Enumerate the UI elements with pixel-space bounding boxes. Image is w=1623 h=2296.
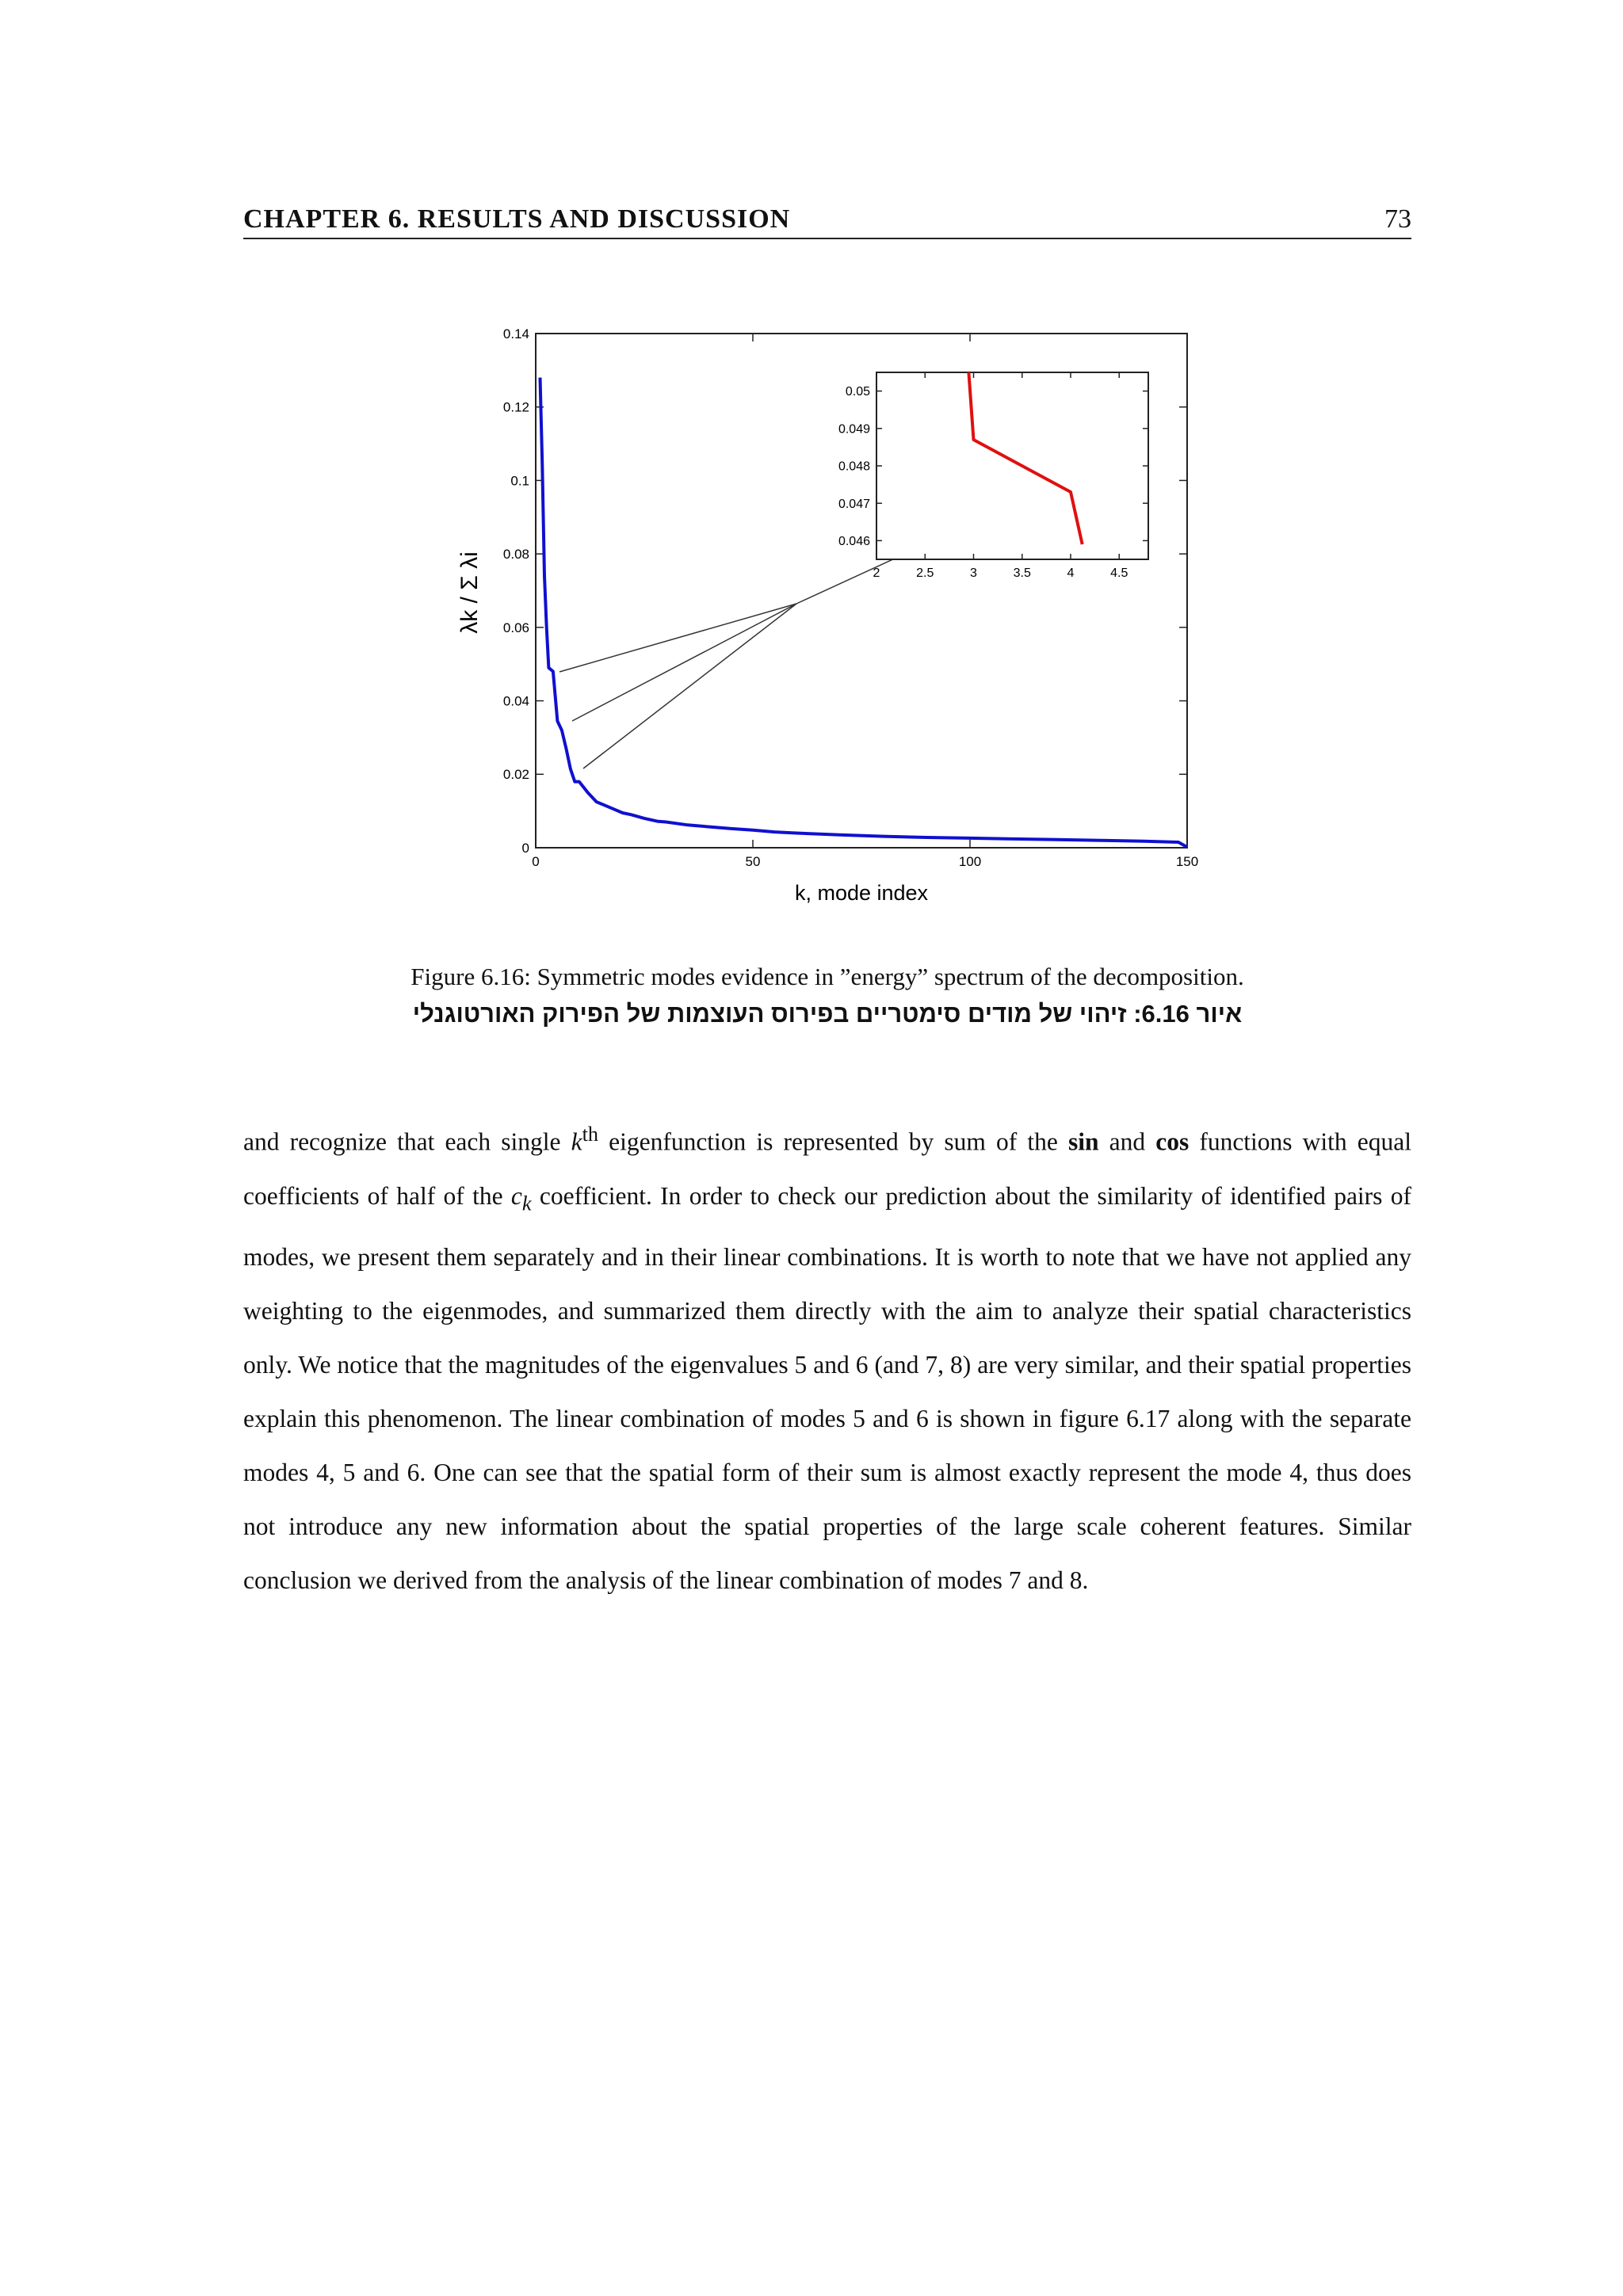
x-tick-label: 4.5	[1110, 566, 1128, 580]
page-number: 73	[1384, 204, 1411, 234]
pointer-line-1	[559, 604, 796, 672]
y-tick-label: 0.046	[838, 535, 870, 548]
bold-sin: sin	[1067, 1127, 1099, 1156]
pointer-line-3	[583, 604, 796, 769]
x-tick-label: 4	[1067, 566, 1075, 580]
y-tick-label: 0.08	[502, 547, 529, 563]
x-tick-label: 100	[958, 854, 982, 869]
figure-eigenvalue-spectrum	[0, 0, 1623, 951]
math-k: k	[571, 1127, 582, 1156]
body-text-5: coefficient. In order to check our prediction about the similarity of identified pairs of modes, we present them separately and in their linear combinations. It is worth to note that we have not applied any weighting to the eigenmodes, and summarized them directly with the aim to analyze their spatial characteristics only. We notice that the magnitudes of the eigenvalues 5 and 6 (and 7, 8) are very similar, and their spatial properties explain this phenomenon. The linear combination of modes 5 and 6 is shown in figure 6.17 along with the separate modes 4, 5 and 6. One can see that the spatial form of their sum is almost exactly represent the mode 4, thus does not introduce any new information about the spatial properties of the large scale coherent features. Similar conclusion we derived from the analysis of the linear combination of modes 7 and 8.	[243, 1181, 1411, 1594]
x-tick-label: 50	[745, 854, 761, 869]
x-tick-label: 0	[532, 854, 540, 869]
pointer-line-2	[572, 604, 796, 721]
y-tick-label: 0.14	[502, 326, 529, 341]
superscript-th: th	[582, 1123, 599, 1146]
x-tick-label: 2.5	[916, 566, 934, 580]
x-tick-label: 3	[970, 566, 977, 580]
y-tick-label: 0.048	[838, 460, 870, 474]
y-tick-label: 0.12	[502, 399, 529, 415]
body-paragraph	[243, 1108, 1411, 1608]
y-tick-label: 0.02	[502, 767, 529, 783]
bold-cos: cos	[1155, 1127, 1190, 1156]
y-tick-label: 0.06	[502, 620, 529, 635]
y-axis-label: λk / Σ λi	[456, 551, 483, 634]
y-tick-label: 0.04	[502, 693, 529, 709]
x-tick-label: 3.5	[1013, 566, 1031, 580]
x-tick-label: 150	[1175, 854, 1199, 869]
figure-caption-hebrew: איור 6.16: זיהוי של מודים סימטריים בפירוס העוצמות של הפירוק האורטוגנלי	[412, 1000, 1243, 1028]
math-c: c	[510, 1181, 522, 1210]
x-tick-label: 2	[873, 566, 880, 580]
x-axis-label: k, mode index	[794, 881, 929, 905]
y-tick-label: 0.049	[838, 422, 870, 437]
body-text-2: eigenfunction is represented by sum of the	[598, 1127, 1068, 1156]
body-text-1: and recognize that each single	[243, 1127, 571, 1156]
inset-plot-frame	[876, 372, 1148, 559]
y-tick-label: 0.1	[510, 473, 529, 489]
body-text-4: functions with equal coefficients of half of the	[243, 1127, 1411, 1210]
inset-plot	[838, 372, 1148, 580]
math-subscript-k: k	[521, 1191, 532, 1215]
y-tick-label: 0	[521, 840, 529, 856]
y-tick-label: 0.047	[838, 497, 870, 511]
body-text-3: and	[1098, 1127, 1156, 1156]
chapter-title: CHAPTER 6. RESULTS AND DISCUSSION	[243, 204, 791, 234]
figure-caption-english: Figure 6.16: Symmetric modes evidence in ”energy” spectrum of the decomposition.	[411, 963, 1244, 990]
y-tick-label: 0.05	[845, 385, 870, 399]
